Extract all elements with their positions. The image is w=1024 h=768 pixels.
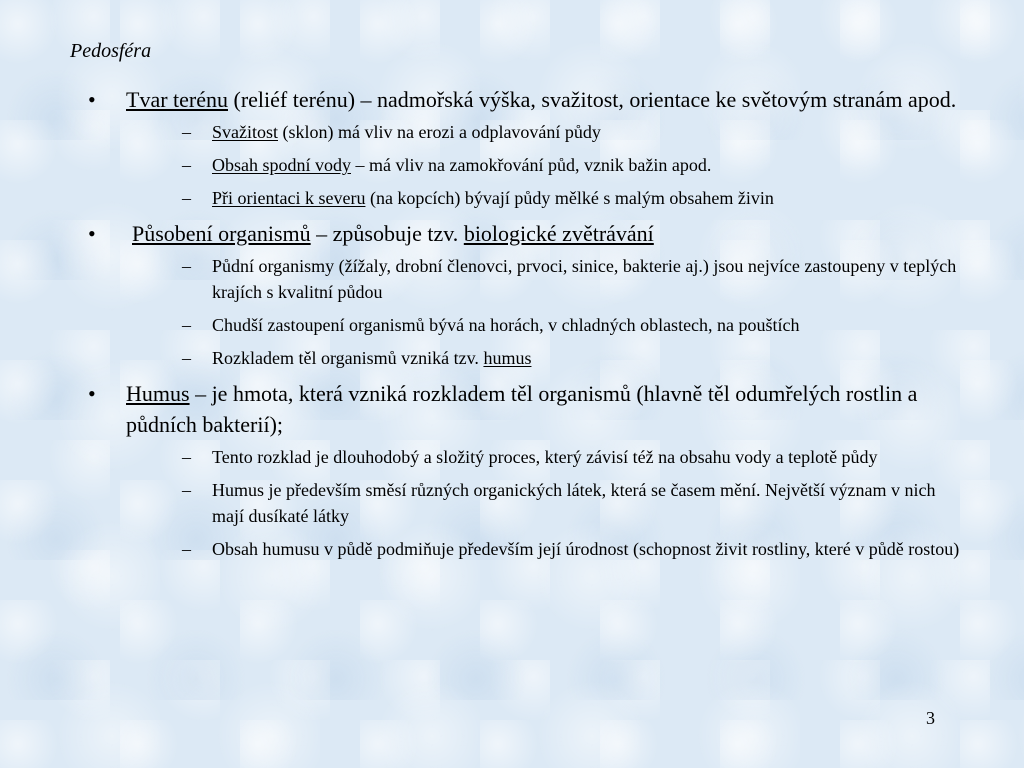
sub-item-fertility — [168, 536, 964, 562]
bullet-dot: • — [88, 381, 96, 406]
dash: – — [182, 155, 191, 175]
organisms-mid: – způsobuje tzv. — [310, 221, 464, 246]
bullet-dot: • — [88, 87, 96, 112]
humus-sublist — [126, 444, 964, 562]
bullet-humus — [84, 378, 964, 562]
sub-item-decomposition — [168, 345, 964, 371]
dash: – — [182, 315, 191, 335]
organisms-sublist — [126, 253, 964, 371]
bullet-organisms — [84, 218, 964, 371]
north-term: Při orientaci k severu — [212, 188, 366, 208]
humus-heading: Humus — [126, 381, 190, 406]
fertility-text: Obsah humusu v půdě podmiňuje především její úrodnost (schopnost živit rostliny, které v půdě rostou) — [212, 539, 960, 559]
mixture-text: Humus je především směsí různých organických látek, která se časem mění. Největší význam v nich mají dusíkaté látky — [212, 480, 936, 526]
poorer-text: Chudší zastoupení organismů bývá na horách, v chladných oblastech, na pouštích — [212, 315, 800, 335]
dash: – — [182, 539, 191, 559]
dash: – — [182, 348, 191, 368]
north-text: (na kopcích) bývají půdy mělké s malým obsahem živin — [365, 188, 774, 208]
sub-item-groundwater — [168, 152, 964, 178]
organisms-heading: Působení organismů — [132, 221, 311, 246]
humus-text: – je hmota, která vzniká rozkladem těl organismů (hlavně těl odumřelých rostlin a půdních bakterií); — [126, 381, 918, 437]
terrain-heading: Tvar terénu — [126, 87, 228, 112]
soil-organisms-text: Půdní organismy (žížaly, drobní členovci, prvoci, sinice, bakterie aj.) jsou nejvíce zastoupeny v teplých krajích s kvalitní půdou — [212, 256, 957, 302]
humus-term: humus — [483, 348, 532, 368]
sub-item-soil-organisms — [168, 253, 964, 305]
bullet-list — [84, 84, 964, 562]
page-number: 3 — [926, 708, 935, 728]
dash: – — [182, 122, 191, 142]
terrain-text: (reliéf terénu) – nadmořská výška, svažitost, orientace ke světovým stranám apod. — [228, 87, 957, 112]
slope-text: (sklon) má vliv na erozi a odplavování půdy — [278, 122, 601, 142]
dash: – — [182, 447, 191, 467]
terrain-sublist — [126, 119, 964, 211]
sub-item-slope — [168, 119, 964, 145]
groundwater-text: – má vliv na zamokřování půd, vznik bažin apod. — [351, 155, 712, 175]
organisms-term: biologické zvětrávání — [463, 221, 654, 246]
slide-content — [84, 82, 964, 569]
process-text: Tento rozklad je dlouhodobý a složitý proces, který závisí též na obsahu vody a teplotě půdy — [212, 447, 878, 467]
sub-item-process — [168, 444, 964, 470]
dash: – — [182, 188, 191, 208]
slope-term: Svažitost — [212, 122, 278, 142]
slide-title: Pedosféra — [70, 40, 152, 62]
sub-item-mixture — [168, 477, 964, 529]
sub-item-north — [168, 185, 964, 211]
bullet-terrain — [84, 84, 964, 211]
bullet-dot: • — [88, 221, 96, 246]
groundwater-term: Obsah spodní vody — [212, 155, 351, 175]
dash: – — [182, 480, 191, 500]
decomposition-text: Rozkladem těl organismů vzniká tzv. — [212, 348, 484, 368]
dash: – — [182, 256, 191, 276]
sub-item-poorer — [168, 312, 964, 338]
